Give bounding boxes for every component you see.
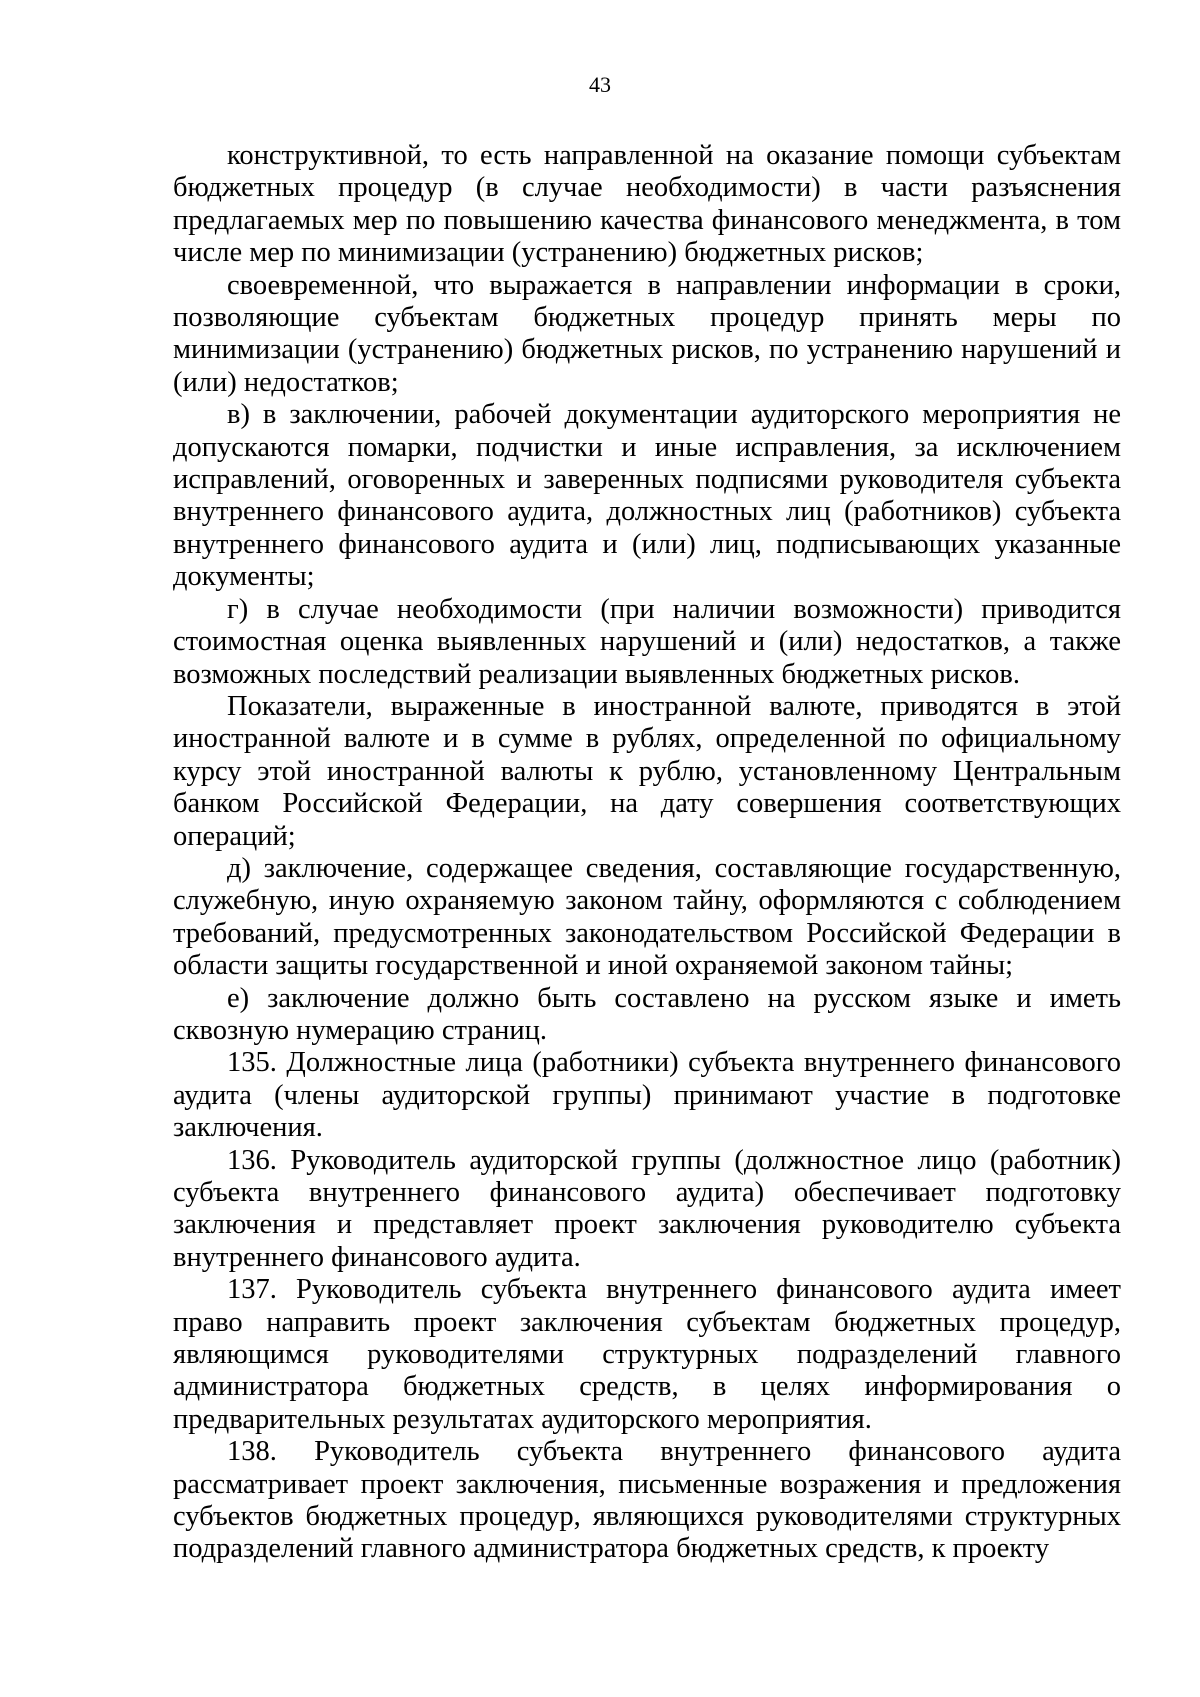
paragraph-item-e: е) заключение должно быть составлено на русском языке и иметь сквозную нумерацию страниц. <box>173 982 1121 1046</box>
paragraph-137: 137. Руководитель субъекта внутреннего финансового аудита имеет право направить проект заключения субъектам бюджетных процедур, являющимся руководителями структурных подразделений главного администратора бюджетных средств, в целях информирования о предварительных результатах аудиторского мероприятия. <box>173 1274 1121 1435</box>
paragraph-136: 136. Руководитель аудиторской группы (должностное лицо (работник) субъекта внутреннего финансового аудита) обеспечивает подготовку заключения и представляет проект заключения руководителю субъекта внутреннего финансового аудита. <box>173 1144 1121 1273</box>
paragraph-timely: своевременной, что выражается в направлении информации в сроки, позволяющие субъектам бюджетных процедур принять меры по минимизации (устранению) бюджетных рисков, по устранению нарушений и (или) недостатков; <box>173 269 1121 398</box>
paragraph-138: 138. Руководитель субъекта внутреннего финансового аудита рассматривает проект заключения, письменные возражения и предложения субъектов бюджетных процедур, являющихся руководителями структурных подразделений главного администратора бюджетных средств, к проекту <box>173 1436 1121 1565</box>
paragraph-currency: Показатели, выраженные в иностранной валюте, приводятся в этой иностранной валюте и в сумме в рублях, определенной по официальному курсу этой иностранной валюты к рублю, установленному Центральным банком Российской Федерации, на дату совершения соответствующих операций; <box>173 690 1121 852</box>
paragraph-item-g: г) в случае необходимости (при наличии возможности) приводится стоимостная оценка выявленных нарушений и (или) недостатков, а также возможных последствий реализации выявленных бюджетных рисков. <box>173 593 1121 690</box>
paragraph-constructive: конструктивной, то есть направленной на оказание помощи субъектам бюджетных процедур (в случае необходимости) в части разъяснения предлагаемых мер по повышению качества финансового менеджмента, в том числе мер по минимизации (устранению) бюджетных рисков; <box>173 140 1121 269</box>
document-body <box>173 140 1121 1566</box>
paragraph-item-d: д) заключение, содержащее сведения, составляющие государственную, служебную, иную охраняемую законом тайну, оформляются с соблюдением требований, предусмотренных законодательством Российской Федерации в области защиты государственной и иной охраняемой законом тайны; <box>173 852 1121 982</box>
paragraph-item-v: в) в заключении, рабочей документации аудиторского мероприятия не допускаются помарки, подчистки и иные исправления, за исключением исправлений, оговоренных и заверенных подписями руководителя субъекта внутреннего финансового аудита, должностных лиц (работников) субъекта внутреннего финансового аудита и (или) лиц, подписывающих указанные документы; <box>173 399 1121 593</box>
paragraph-135: 135. Должностные лица (работники) субъекта внутреннего финансового аудита (члены аудиторской группы) принимают участие в подготовке заключения. <box>173 1047 1121 1144</box>
page-number: 43 <box>589 72 611 97</box>
